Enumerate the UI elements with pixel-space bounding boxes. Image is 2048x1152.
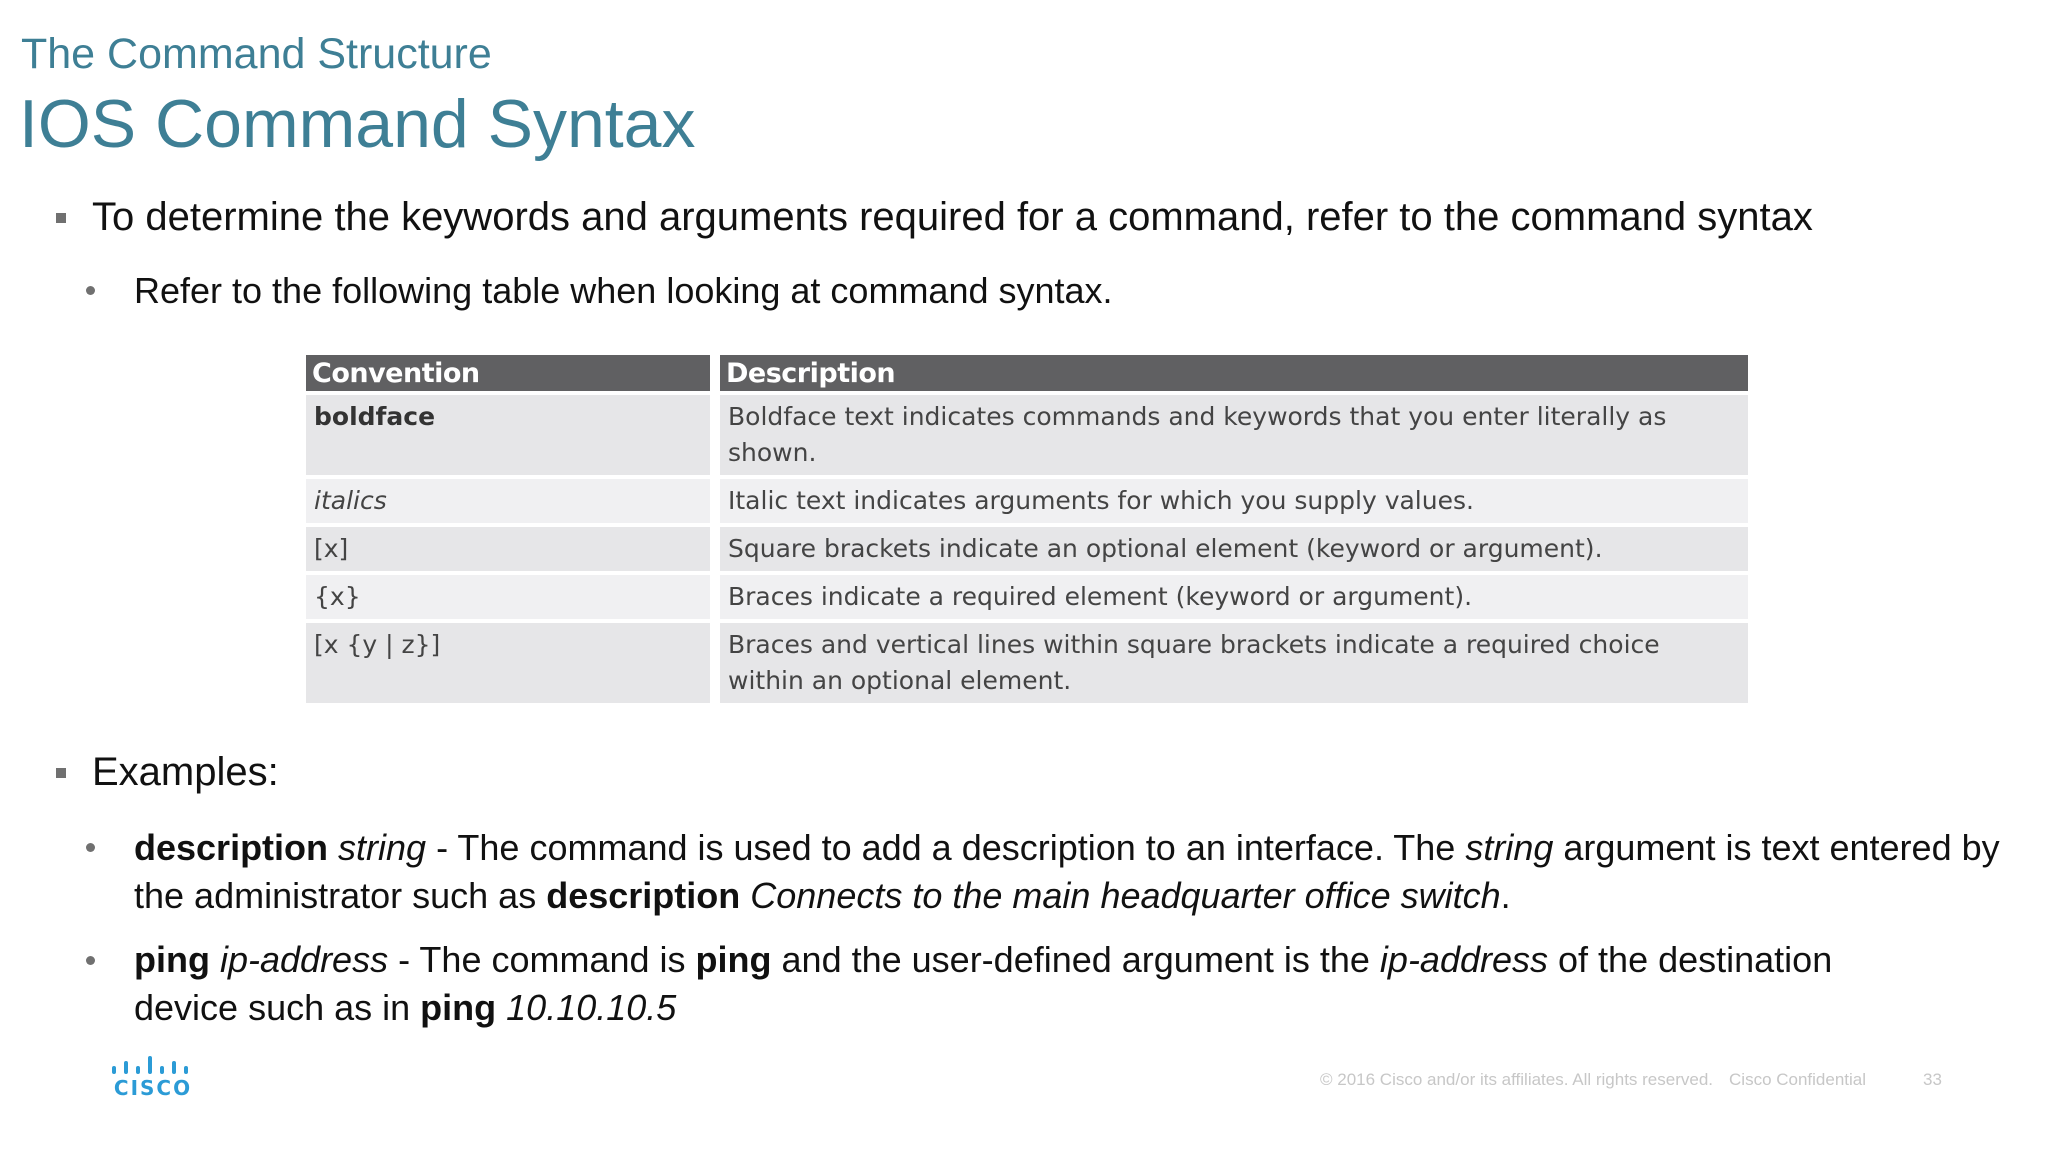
round-bullet-icon (86, 956, 95, 965)
command-keyword: ping (420, 987, 497, 1028)
round-bullet-icon (86, 286, 95, 295)
slide-title: IOS Command Syntax (19, 86, 696, 162)
convention-cell: italics (306, 479, 720, 523)
argument-example: 10.10.10.5 (506, 987, 677, 1028)
description-cell: Braces and vertical lines within square brackets indicate a required choice within an optional element. (720, 623, 1748, 703)
convention-cell: {x} (306, 575, 720, 619)
table-row (306, 479, 1748, 523)
square-bullet-icon (56, 213, 66, 223)
bullet-examples: Examples: (92, 750, 279, 794)
round-bullet-icon (86, 843, 95, 852)
table-row (306, 395, 1748, 475)
convention-cell: boldface (306, 395, 720, 475)
page-number: 33 (1923, 1070, 1942, 1089)
column-header-description: Description (720, 355, 1748, 391)
bullet-command-syntax: To determine the keywords and arguments required for a command, refer to the command syntax (92, 195, 1813, 239)
argument: string (1465, 827, 1554, 868)
footer-confidential: Cisco Confidential (1729, 1070, 1867, 1089)
example-text: - The command is used to add a description to an interface. The (426, 827, 1466, 868)
cisco-wordmark: CISCO (113, 1076, 193, 1100)
description-cell: Boldface text indicates commands and keywords that you enter literally as shown. (720, 395, 1748, 475)
convention-cell: [x] (306, 527, 720, 571)
example-text: . (1500, 875, 1511, 916)
command-keyword: ping (695, 939, 772, 980)
example-text: and the user-defined argument is the (771, 939, 1380, 980)
command-keyword: ping (134, 939, 210, 980)
convention-cell: [x {y | z}] (306, 623, 720, 703)
example-text: argument is text entered by the administrator such as (134, 827, 2000, 916)
column-header-convention: Convention (306, 355, 720, 391)
example-ping (134, 936, 1874, 1032)
cisco-logo (108, 1056, 198, 1098)
argument: string (338, 827, 427, 868)
argument: ip-address (1379, 939, 1549, 980)
footer-copyright: © 2016 Cisco and/or its affiliates. All rights reserved. (1320, 1070, 1714, 1089)
sub-bullet-table-hint: Refer to the following table when looking at command syntax. (134, 270, 1113, 311)
argument: ip-address (220, 939, 389, 980)
footer (1320, 1070, 1882, 1090)
example-text: of the destination device such as in (134, 939, 1833, 1028)
syntax-conventions-table (306, 351, 1748, 707)
square-bullet-icon (56, 768, 66, 778)
table-row (306, 623, 1748, 703)
example-text: - The command is (388, 939, 696, 980)
example-description (134, 824, 2014, 920)
slide-subtitle: The Command Structure (21, 30, 492, 78)
table-header-row (306, 355, 1748, 391)
description-cell: Braces indicate a required element (keyword or argument). (720, 575, 1748, 619)
table-row (306, 527, 1748, 571)
argument-example: Connects to the main headquarter office switch (750, 875, 1501, 916)
table-row (306, 575, 1748, 619)
cisco-bars-icon (110, 1056, 196, 1076)
command-keyword: description (134, 827, 329, 868)
description-cell: Italic text indicates arguments for which you supply values. (720, 479, 1748, 523)
command-keyword: description (546, 875, 741, 916)
description-cell: Square brackets indicate an optional element (keyword or argument). (720, 527, 1748, 571)
